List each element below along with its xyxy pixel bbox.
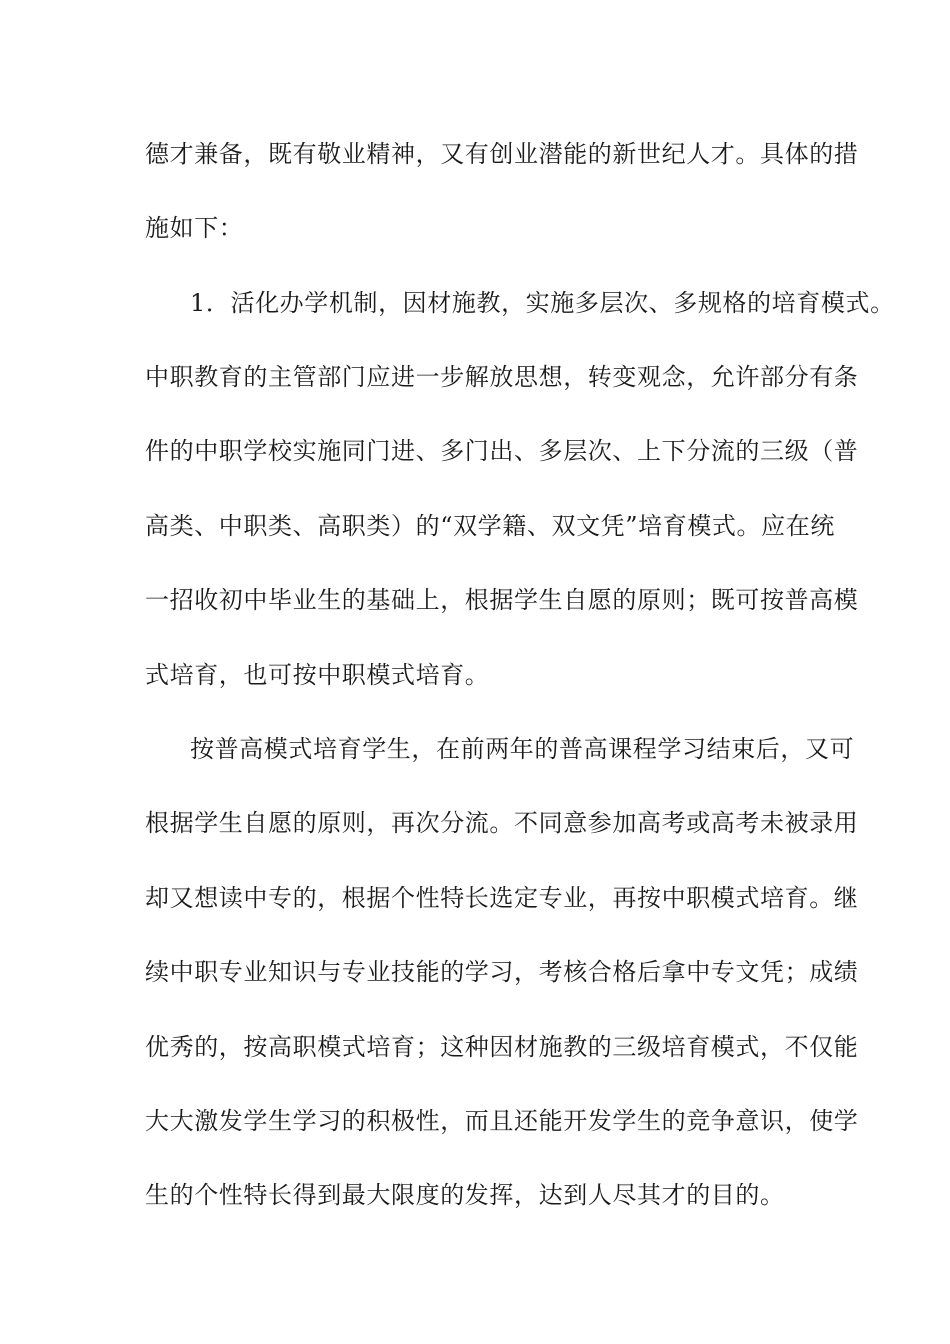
text-line: 却又想读中专的，根据个性特长选定专业，再按中职模式培育。继 xyxy=(145,884,859,912)
text-line: 大大激发学生学习的积极性，而且还能开发学生的竞争意识，使学 xyxy=(145,1107,859,1135)
text-line: 一招收初中毕业生的基础上，根据学生自愿的原则；既可按普高模 xyxy=(145,586,859,614)
paragraph-heading: 1．活化办学机制，因材施教，实施多层次、多规格的培育模式。 xyxy=(190,289,895,317)
text-line: 件的中职学校实施同门进、多门出、多层次、上下分流的三级（普 xyxy=(145,437,859,465)
text-line: 续中职专业知识与专业技能的学习，考核合格后拿中专文凭；成绩 xyxy=(145,958,859,986)
text-line: 高类、中职类、高职类）的“双学籍、双文凭”培育模式。应在统 xyxy=(145,512,835,540)
text-line: 根据学生自愿的原则，再次分流。不同意参加高考或高考未被录用 xyxy=(145,809,859,837)
text-line: 优秀的，按高职模式培育；这种因材施教的三级培育模式，不仅能 xyxy=(145,1033,859,1061)
text-line: 生的个性特长得到最大限度的发挥，达到人尽其才的目的。 xyxy=(145,1181,785,1209)
text-line: 中职教育的主管部门应进一步解放思想，转变观念，允许部分有条 xyxy=(145,363,859,391)
text-line: 德才兼备，既有敬业精神，又有创业潜能的新世纪人才。具体的措 xyxy=(145,140,859,168)
text-line: 式培育，也可按中职模式培育。 xyxy=(145,661,490,689)
text-line: 施如下： xyxy=(145,214,244,242)
text-line: 按普高模式培育学生，在前两年的普高课程学习结束后，又可 xyxy=(190,735,855,763)
